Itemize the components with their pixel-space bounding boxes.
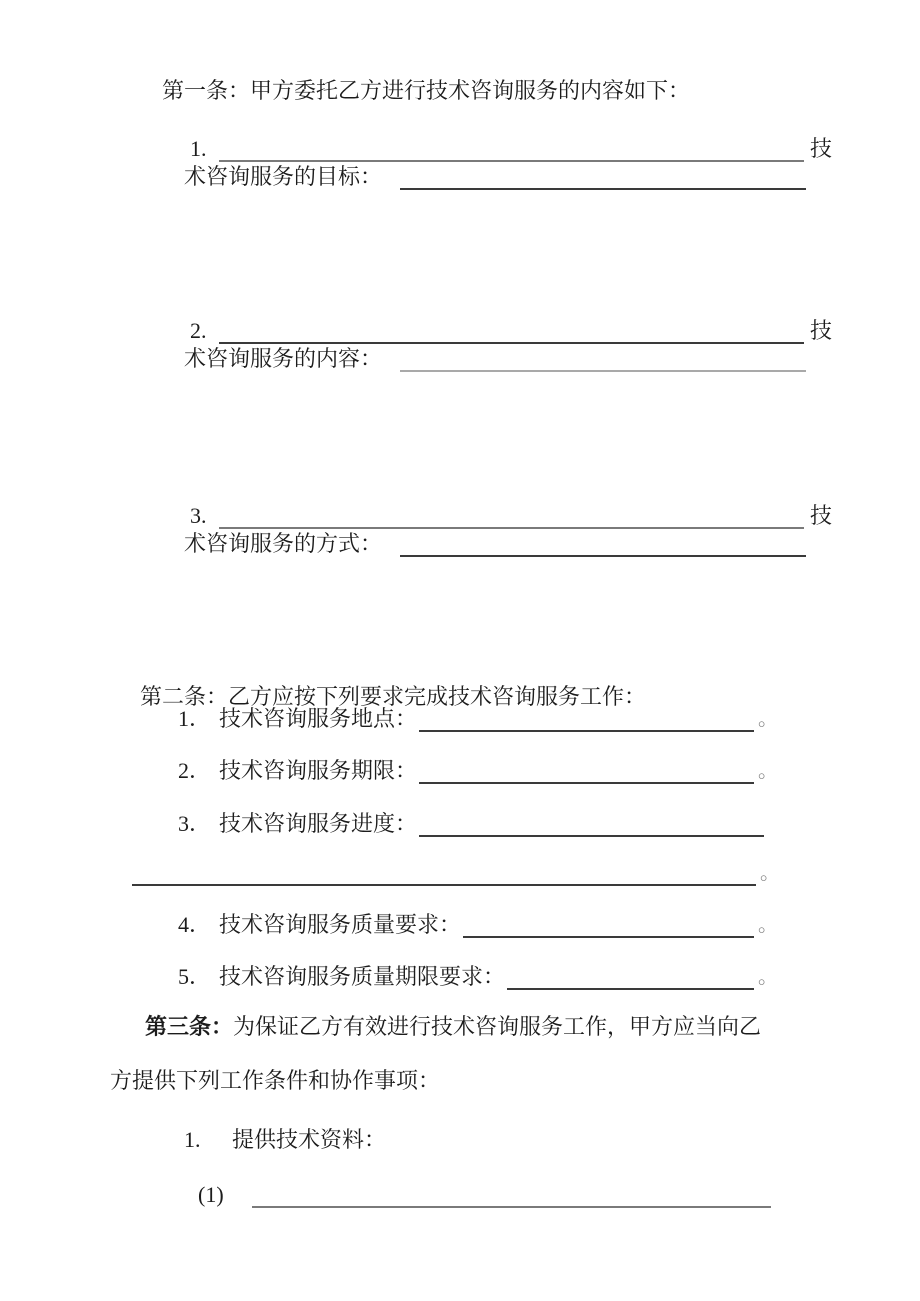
full-stop: 。 bbox=[758, 966, 778, 988]
wrapped-character: 技 bbox=[809, 136, 832, 161]
article3-sub-item1 bbox=[198, 1182, 773, 1208]
item-number: 2. bbox=[190, 318, 207, 343]
article2-item1 bbox=[178, 706, 778, 732]
fill-in-blank bbox=[252, 1202, 771, 1208]
item-number: 1. bbox=[190, 136, 207, 161]
article2-item5 bbox=[178, 964, 778, 990]
item-label: 技术咨询服务质量要求： bbox=[219, 912, 462, 937]
fill-in-blank bbox=[419, 831, 764, 837]
article1-item1-line2 bbox=[184, 164, 808, 190]
fill-in-blank bbox=[400, 184, 806, 190]
item-number: 1． bbox=[178, 706, 212, 731]
fill-in-blank bbox=[219, 156, 804, 162]
wrapped-character: 技 bbox=[809, 503, 832, 528]
article2-heading: 第二条：乙方应按下列要求完成技术咨询服务工作： bbox=[140, 684, 647, 709]
article1-item2-line1 bbox=[190, 318, 832, 344]
full-stop: 。 bbox=[758, 760, 778, 782]
item-number: 4． bbox=[178, 912, 212, 937]
item-label: 技术咨询服务地点： bbox=[219, 706, 418, 731]
item-label: 技术咨询服务进度： bbox=[219, 811, 418, 836]
fill-in-blank bbox=[507, 984, 754, 990]
article2-item3-continuation bbox=[130, 860, 780, 886]
article1-heading: 第一条：甲方委托乙方进行技术咨询服务的内容如下： bbox=[162, 78, 691, 103]
fill-in-blank bbox=[400, 551, 806, 557]
item-label: 提供技术资料： bbox=[232, 1127, 387, 1152]
article2-item4 bbox=[178, 912, 778, 938]
item-label: 技术咨询服务质量期限要求： bbox=[219, 964, 506, 989]
article3-lead: 第三条： bbox=[145, 1014, 234, 1039]
fill-in-blank bbox=[400, 366, 806, 372]
article2-item3 bbox=[178, 811, 768, 837]
article1-item3-line1 bbox=[190, 503, 832, 529]
sub-item-number: (1) bbox=[198, 1182, 224, 1207]
article1-item3-line2 bbox=[184, 531, 808, 557]
article3-heading-rest: 为保证乙方有效进行技术咨询服务工作，甲方应当向乙 bbox=[233, 1014, 762, 1039]
article3-heading-line1 bbox=[145, 1014, 761, 1040]
full-stop: 。 bbox=[758, 914, 778, 936]
item-number: 2． bbox=[178, 758, 212, 783]
article3-item1 bbox=[184, 1127, 386, 1153]
item-number: 1. bbox=[184, 1127, 201, 1152]
fill-in-blank bbox=[419, 778, 754, 784]
article1-item2-line2 bbox=[184, 346, 808, 372]
fill-in-blank bbox=[419, 726, 754, 732]
item-number: 5． bbox=[178, 964, 212, 989]
fill-in-blank bbox=[219, 523, 804, 529]
article3-heading-line2: 方提供下列工作条件和协作事项： bbox=[110, 1068, 441, 1093]
item-label: 术咨询服务的内容： bbox=[184, 346, 383, 371]
fill-in-blank bbox=[132, 880, 756, 886]
article1-item1-line1 bbox=[190, 136, 832, 162]
item-number: 3． bbox=[178, 811, 212, 836]
item-label: 术咨询服务的目标： bbox=[184, 164, 383, 189]
full-stop: 。 bbox=[760, 862, 780, 884]
item-number: 3. bbox=[190, 503, 207, 528]
wrapped-character: 技 bbox=[809, 318, 832, 343]
item-label: 技术咨询服务期限： bbox=[219, 758, 418, 783]
article2-item2 bbox=[178, 758, 778, 784]
fill-in-blank bbox=[463, 932, 754, 938]
fill-in-blank bbox=[219, 338, 804, 344]
full-stop: 。 bbox=[758, 708, 778, 730]
item-label: 术咨询服务的方式： bbox=[184, 531, 383, 556]
